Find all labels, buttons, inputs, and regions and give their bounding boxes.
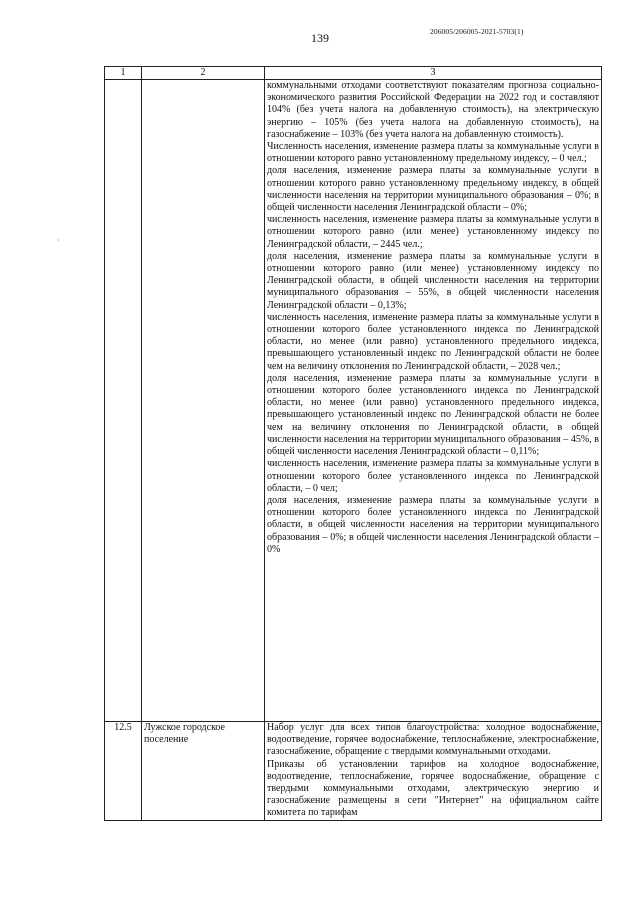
description-paragraph: численность населения, изменение размера платы за коммунальные услуги в отношении которого более установленного индекса по Ленинградской области, – 0 чел; bbox=[267, 458, 599, 494]
margin-mark: · bbox=[57, 236, 60, 245]
description-paragraph: коммунальными отходами соответствуют показателям прогноза социально-экономического развития Российской Федерации на 2022 год и составляют 104% (без учета налога на добавленную стоимость), на электрическую энергию – 105% (без учета налога на добавленную стоимость), на газоснабжение – 103% (без учета налога на добавленную стоимость). bbox=[267, 80, 599, 140]
description-paragraph: Приказы об установлении тарифов на холодное водоснабжение, водоотведение, теплоснабжение, горячее водоснабжение, обращение с твердыми коммунальными отходами, электрическую энергию и газоснабжение размещены в сети "Интернет" на официальном сайте комитета по тарифам bbox=[267, 758, 599, 819]
municipality-name-cell: Лужское городское поселение bbox=[142, 722, 265, 821]
page-number: 139 bbox=[311, 31, 329, 45]
table-row bbox=[105, 722, 602, 821]
municipality-name-cell bbox=[142, 80, 265, 722]
description-cell bbox=[265, 80, 602, 722]
table-header-row bbox=[105, 67, 602, 80]
column-header-2: 2 bbox=[142, 67, 265, 80]
description-paragraph: доля населения, изменение размера платы за коммунальные услуги в отношении которого равно установленному предельному индексу, в общей численности населения на территории муниципального образования – 0%; в общей численности населения Ленинградской области – 0%; bbox=[267, 165, 599, 214]
document-table bbox=[104, 66, 602, 821]
table-row bbox=[105, 80, 602, 722]
row-number-cell: 12.5 bbox=[105, 722, 142, 821]
description-paragraph: Численность населения, изменение размера платы за коммунальные услуги в отношении которого равно установленному предельному индексу, – 0 чел.; bbox=[267, 141, 599, 165]
description-paragraph: доля населения, изменение размера платы за коммунальные услуги в отношении которого более установленного индекса по Ленинградской области, в общей численности населения на территории муниципального образования – 0%; в общей численности населения Ленинградской области – 0% bbox=[267, 494, 599, 555]
description-cell bbox=[265, 722, 602, 821]
description-paragraph: Набор услуг для всех типов благоустройства: холодное водоснабжение, водоотведение, горячее водоснабжение, теплоснабжение, электроснабжение, газоснабжение, обращение с твердыми коммунальными отходами. bbox=[267, 722, 599, 758]
description-paragraph: доля населения, изменение размера платы за коммунальные услуги в отношении которого равно (или менее) установленному индексу по Ленинградской области, в общей численности населения на территории муниципального образования – 55%, в общей численности населения Ленинградской области – 0,13%; bbox=[267, 250, 599, 311]
description-paragraph: численность населения, изменение размера платы за коммунальные услуги в отношении которого более установленного индекса по Ленинградской области, но менее (или равно) установленного предельного индекса, превышающего установленный индекс по Ленинградской области не более чем на величину отклонения по Ленинградской области, – 2028 чел.; bbox=[267, 311, 599, 372]
column-header-3: 3 bbox=[265, 67, 602, 80]
column-header-1: 1 bbox=[105, 67, 142, 80]
description-paragraph: численность населения, изменение размера платы за коммунальные услуги в отношении которого равно (или менее) установленному индексу по Ленинградской области, – 2445 чел.; bbox=[267, 214, 599, 250]
description-paragraph: доля населения, изменение размера платы за коммунальные услуги в отношении которого более установленного индекса по Ленинградской области, но менее (или равно) установленного предельного индекса, превышающего установленный индекс по Ленинградской области не более чем на величину отклонения по Ленинградской области, в общей численности населения на территории муниципального образования – 45%, в общей численности населения Ленинградской области – 0,11%; bbox=[267, 372, 599, 458]
document-id: 206005/206005-2021-5703(1) bbox=[430, 27, 524, 36]
row-number-cell bbox=[105, 80, 142, 722]
